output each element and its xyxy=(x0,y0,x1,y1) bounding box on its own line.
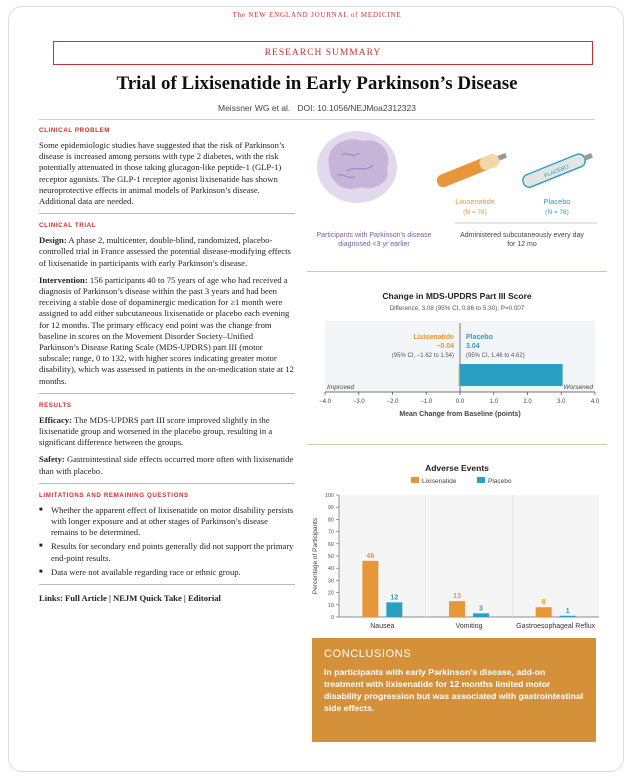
design-label: Design: xyxy=(39,235,67,246)
x-tick-label: 4.0 xyxy=(590,399,600,405)
divider xyxy=(39,483,295,484)
links-line[interactable]: Links: Full Article | NEJM Quick Take | Editorial xyxy=(39,593,221,604)
design-text: A phase 2, multicenter, double-blind, randomized, placebo-controlled trial in France assessed the potential disease-modifying effects of lixisenatide in participants with early Parkinson’s disease. xyxy=(39,235,291,268)
intervention-text: 156 participants 40 to 75 years of age who had received a diagnosis of Parkinson’s disease within the past 3 years and had been receiving a stable dose of dopaminergic medication for ≥1 month were assigned to add either subcutaneous lixisenatide or placebo each evening for 12 months. The primary efficacy end point was the change from baseline in scores on the Movement Disorder Society–Unified Parkinson’s Disease Rating Scale (MDS-UPDRS) part III (motor subscale; range, 0 to 132, with higher scores indicating greater motor disability), which was assessed in patients in the on-medication state at 12 months. xyxy=(39,274,294,386)
limitations-list xyxy=(39,505,295,578)
bar-value-label: 8 xyxy=(541,599,546,607)
clinical-problem-text: Some epidemiologic studies have suggested that the risk of Parkinson’s disease is increased among persons with type 2 diabetes, with the risk potentially attenuated in those taking glucagon-like peptide-1 (GLP-1) receptor agonists. The GLP-1 receptor agonist lixisenatide has shown neuroprotective effects in animal models of Parkinson’s disease. Additional data are needed. xyxy=(39,140,285,207)
y-tick-label: 0 xyxy=(330,615,334,621)
intervention-paragraph xyxy=(39,275,295,387)
mds-updrs-chart xyxy=(307,315,607,435)
banner-label: RESEARCH SUMMARY xyxy=(264,48,382,58)
bar xyxy=(449,601,465,617)
bar xyxy=(473,613,489,617)
lixisenatide-pen-icon xyxy=(435,149,508,189)
clinical-trial-heading: CLINICAL TRIAL xyxy=(39,222,97,230)
x-tick-label: 0.0 xyxy=(455,399,465,405)
list-item: ■ Results for secondary end points generally did not support the primary end-point results. xyxy=(39,541,295,563)
lix-n: (N = 78) xyxy=(463,209,487,216)
list-item: ■ Data were not available regarding race or ethnic group. xyxy=(39,567,295,578)
divider xyxy=(39,119,595,120)
bar xyxy=(536,607,552,617)
pla-value-label: 3.04 xyxy=(466,343,480,350)
bar xyxy=(386,602,402,617)
x-tick-label: 1.0 xyxy=(489,399,498,405)
adverse-events-chart xyxy=(307,473,607,633)
research-summary-page xyxy=(8,6,624,772)
legend-swatch xyxy=(477,477,485,483)
x-axis-label: Mean Change from Baseline (points) xyxy=(399,411,521,418)
intervention-label: Intervention: xyxy=(39,274,88,285)
bar-value-label: 13 xyxy=(453,593,461,601)
page-title: Trial of Lixisenatide in Early Parkinson’s Disease xyxy=(116,73,518,94)
y-tick-label: 100 xyxy=(324,493,334,499)
left-column xyxy=(39,127,295,603)
pla-n: (N = 78) xyxy=(545,209,569,216)
pen-text: PLACEBO xyxy=(543,164,570,180)
efficacy-label: Efficacy: xyxy=(39,414,72,425)
divider xyxy=(39,584,295,585)
list-item: ■ Whether the apparent effect of lixisenatide on motor disability persists with longer exposure and at other stages of Parkinson’s disease remains to be determined. xyxy=(39,505,295,539)
lix-ci-label: (95% CI, −1.62 to 1.54) xyxy=(391,353,454,359)
placebo-pen-icon xyxy=(521,149,594,189)
pla-ci-label: (95% CI, 1.46 to 4.62) xyxy=(466,353,525,359)
y-tick-label: 80 xyxy=(327,517,334,524)
efficacy-text: The MDS-UPDRS part III score improved slightly in the lixisenatide group and worsened in the placebo group, resulting in a significant difference between the groups. xyxy=(39,414,273,448)
divider xyxy=(39,213,295,214)
category-label: Vomiting xyxy=(455,623,483,630)
lix-series-label: Lixisenatide xyxy=(413,334,454,341)
y-tick-label: 70 xyxy=(327,529,334,536)
placebo-bar xyxy=(460,364,563,386)
y-axis-label: Percentage of Participants xyxy=(312,517,319,595)
research-summary-banner xyxy=(53,41,593,65)
design-paragraph xyxy=(39,235,295,269)
bar-value-label: 1 xyxy=(565,607,570,615)
x-tick-label: −4.0 xyxy=(319,399,331,405)
brain-shape xyxy=(329,139,389,189)
y-tick-label: 20 xyxy=(327,590,334,597)
safety-label: Safety: xyxy=(39,454,65,465)
pla-series-label: Placebo xyxy=(466,334,493,341)
efficacy-paragraph xyxy=(39,415,295,449)
admin-caption: Administered subcutaneously every day for 12 mo xyxy=(460,232,584,248)
x-tick-label: −2.0 xyxy=(386,399,399,405)
divider xyxy=(307,444,607,445)
authors: Meissner WG et al. xyxy=(218,103,291,113)
y-tick-label: 50 xyxy=(327,554,334,560)
journal-name: The NEW ENGLAND JOURNAL of MEDICINE xyxy=(232,11,402,19)
lix-label: Lixisenatide xyxy=(455,197,495,206)
limitations-heading: LIMITATIONS AND REMAINING QUESTIONS xyxy=(39,491,189,499)
safety-text: Gastrointestinal side effects occurred more often with lixisenatide than with placebo. xyxy=(39,454,294,476)
chart1-subtitle: Difference, 3.08 (95% CI, 0.86 to 5.30); P=0.007 xyxy=(389,305,525,312)
conclusions-text: In participants with early Parkinson’s disease, add-on treatment with lixisenatide for 12 months limited motor disability progression but was associated with gastrointestinal side effects. xyxy=(324,667,584,713)
conclusions-heading: CONCLUSIONS xyxy=(324,648,412,660)
worsened-note: Worsened xyxy=(563,384,593,391)
bar-value-label: 3 xyxy=(479,605,483,613)
x-tick-label: 3.0 xyxy=(557,399,566,405)
category-label: Gastroesophageal Reflux xyxy=(516,623,596,630)
results-heading: RESULTS xyxy=(39,401,72,409)
chart1-title: Change in MDS-UPDRS Part III Score xyxy=(382,291,532,301)
x-tick-label: −3.0 xyxy=(352,399,365,405)
x-tick-label: −1.0 xyxy=(420,399,433,405)
y-tick-label: 40 xyxy=(327,566,334,573)
y-tick-label: 10 xyxy=(327,602,334,609)
bar-value-label: 46 xyxy=(366,552,375,560)
byline xyxy=(9,103,624,113)
lixisenatide-bar xyxy=(459,364,460,386)
bar xyxy=(362,561,378,617)
y-tick-label: 30 xyxy=(327,578,334,585)
legend-swatch xyxy=(411,477,419,483)
participants-caption: Participants with Parkinson’s disease diagnosed <3 yr earlier xyxy=(316,232,432,248)
pla-label: Placebo xyxy=(543,197,571,206)
improved-note: Improved xyxy=(327,384,355,391)
lix-value-label: −0.04 xyxy=(436,343,454,350)
divider xyxy=(39,393,295,394)
chart2-title: Adverse Events xyxy=(425,463,489,473)
conclusions-box xyxy=(312,638,596,742)
clinical-problem-heading: CLINICAL PROBLEM xyxy=(39,127,111,134)
bar xyxy=(560,616,576,617)
y-tick-label: 90 xyxy=(327,505,334,512)
safety-paragraph xyxy=(39,454,295,476)
legend-label: Lixisenatide xyxy=(422,478,457,485)
divider xyxy=(307,271,607,272)
x-tick-label: 2.0 xyxy=(523,399,532,405)
legend-label: Placebo xyxy=(488,478,512,485)
doi: DOI: 10.1056/NEJMoa2312323 xyxy=(297,103,416,113)
y-tick-label: 60 xyxy=(327,541,334,548)
bar-value-label: 12 xyxy=(390,594,399,602)
category-label: Nausea xyxy=(370,623,395,630)
